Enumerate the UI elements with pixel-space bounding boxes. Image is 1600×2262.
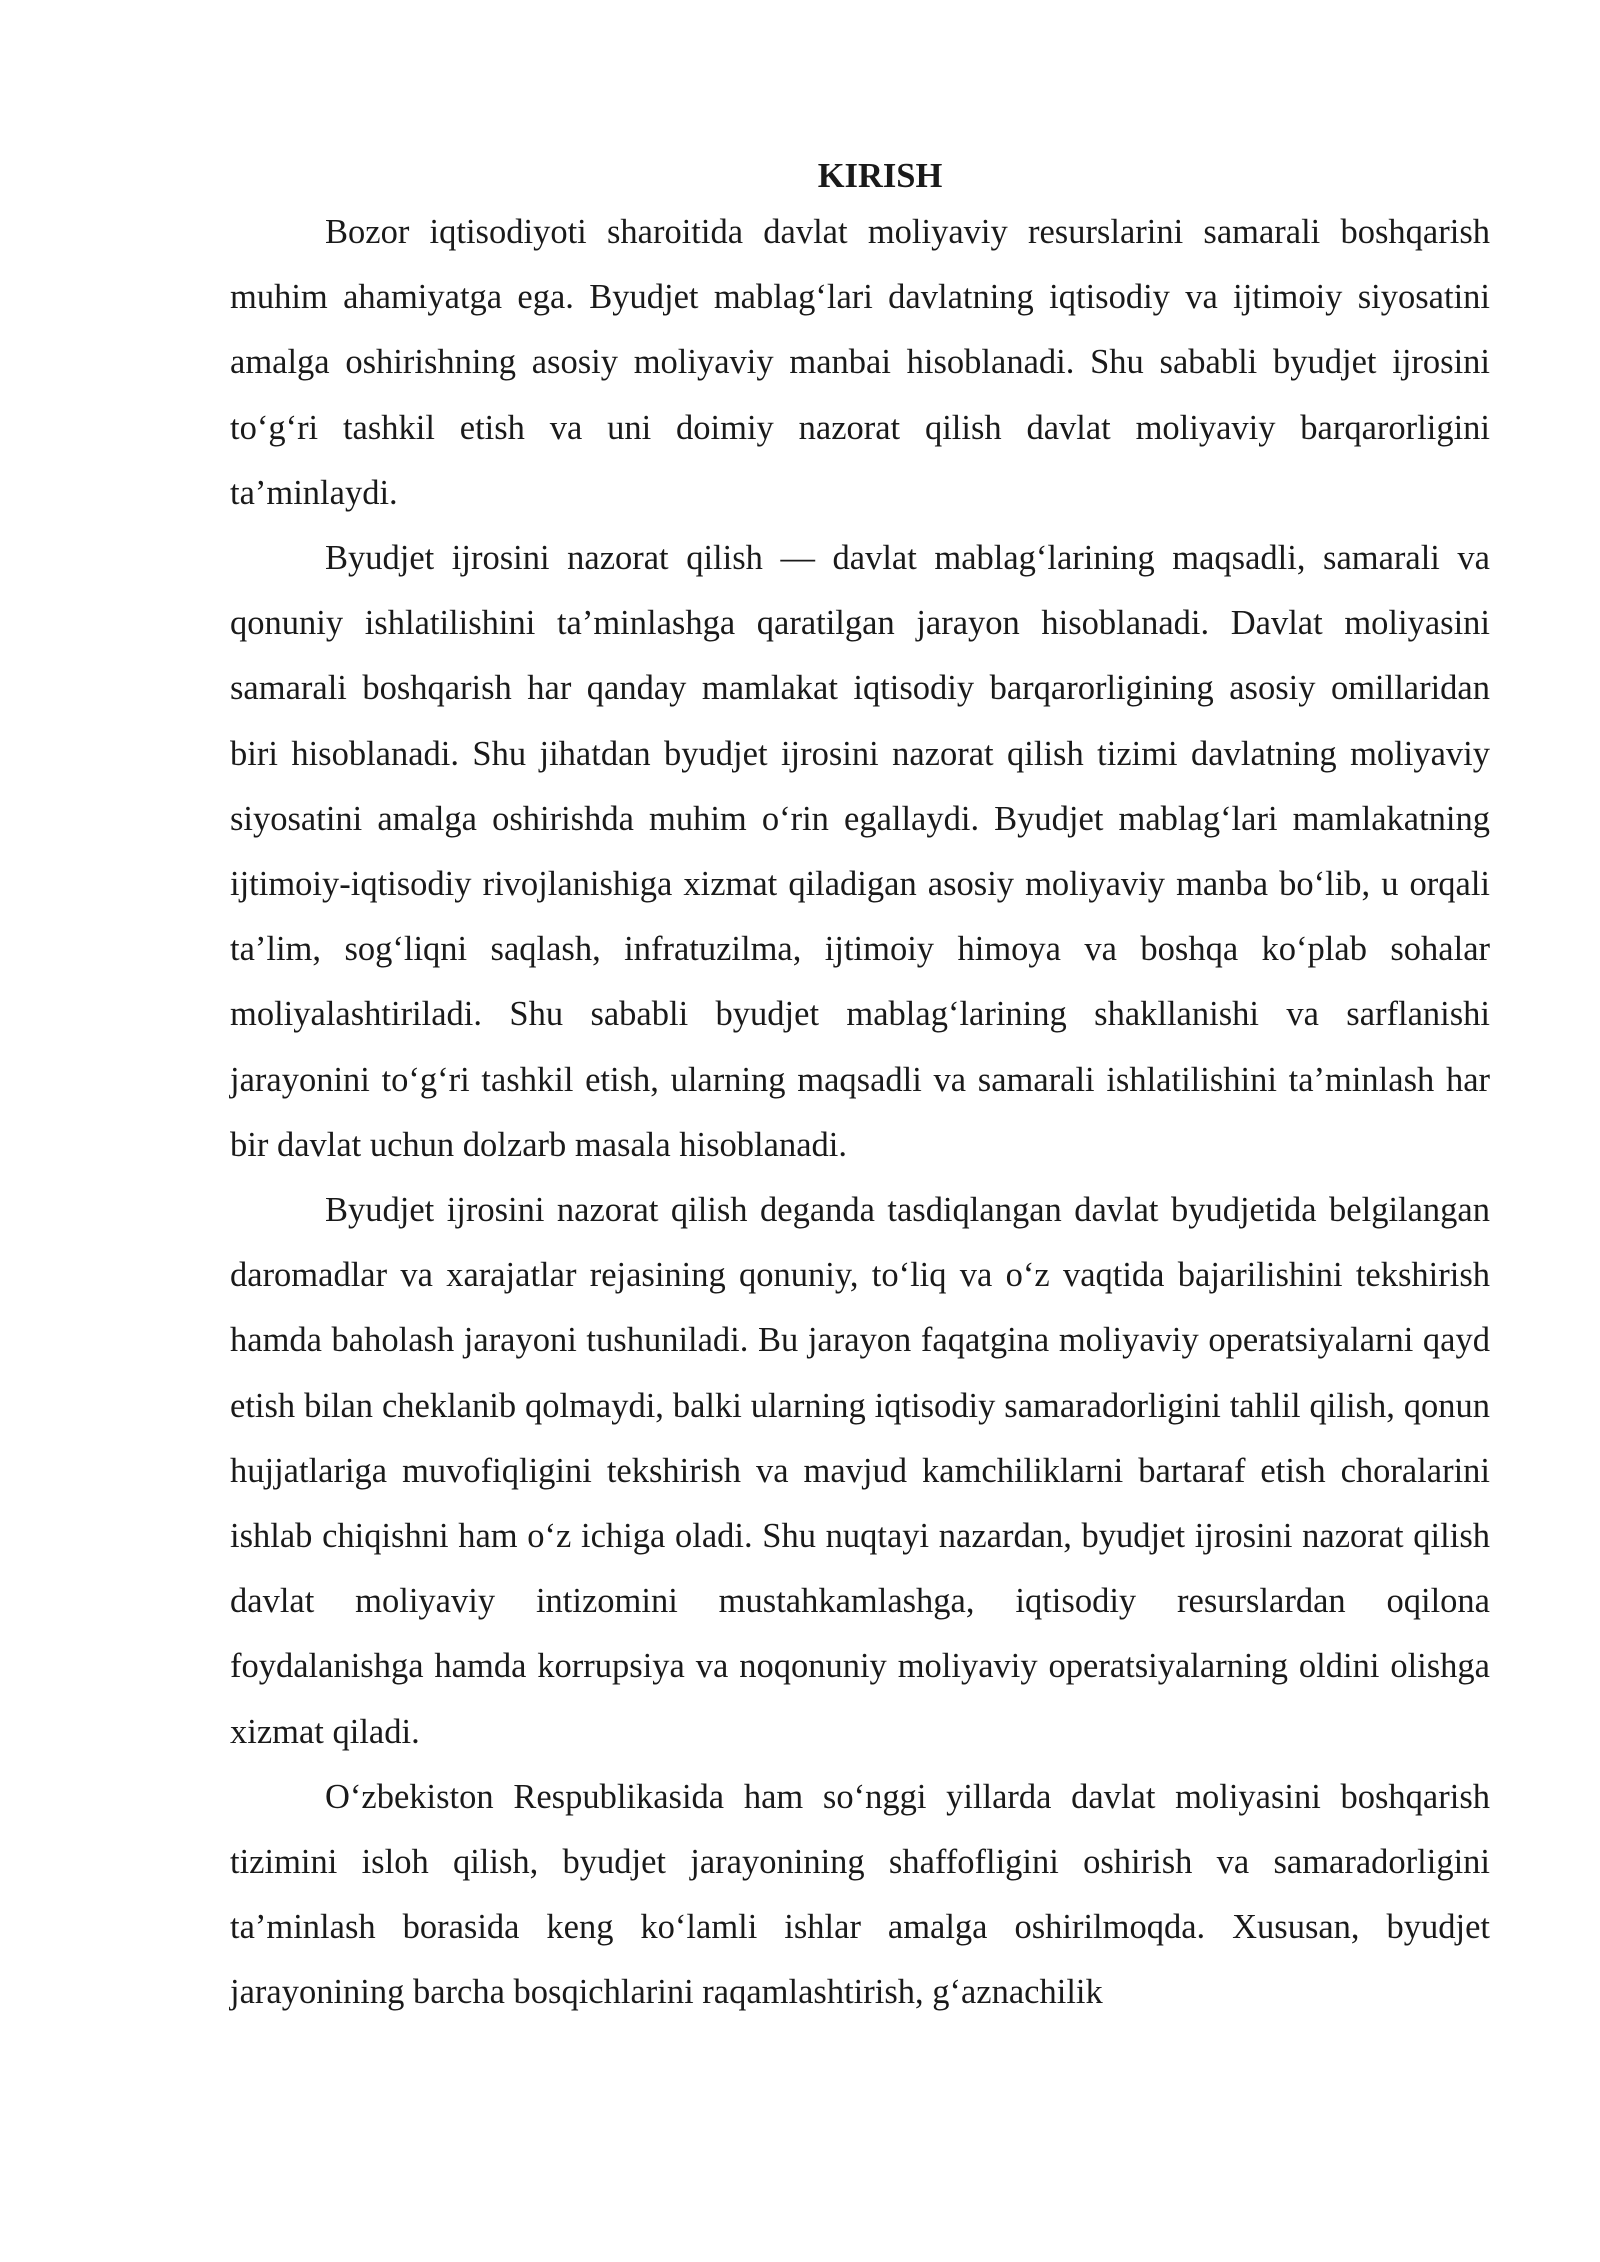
paragraph-2: Byudjet ijrosini nazorat qilish — davlat mablag‘larining maqsadli, samarali va qonuniy ishlatilishini ta’minlashga qaratilgan jarayon hisoblanadi. Davlat moliyasini samarali boshqarish har qanday mamlakat iqtisodiy barqarorligining asosiy omillaridan biri hisoblanadi. Shu jihatdan byudjet ijrosini nazorat qilish tizimi davlatning moliyaviy siyosatini amalga oshirishda muhim o‘rin egallaydi. Byudjet mablag‘lari mamlakatning ijtimoiy-iqtisodiy rivojlanishiga xizmat qiladigan asosiy moliyaviy manba bo‘lib, u orqali ta’lim, sog‘liqni saqlash, infratuzilma, ijtimoiy himoya va boshqa ko‘plab sohalar moliyalashtiriladi. Shu sababli byudjet mablag‘larining shakllanishi va sarflanishi jarayonini to‘g‘ri tashkil etish, ularning maqsadli va samarali ishlatilishini ta’minlash har bir davlat uchun dolzarb masala hisoblanadi. bbox=[230, 539, 1490, 1164]
document-body bbox=[230, 152, 1490, 2026]
section-heading: KIRISH bbox=[817, 157, 943, 195]
paragraph-3: Byudjet ijrosini nazorat qilish deganda tasdiqlangan davlat byudjetida belgilangan daromadlar va xarajatlar rejasining qonuniy, to‘liq va o‘z vaqtida bajarilishini tekshirish hamda baholash jarayoni tushuniladi. Bu jarayon faqatgina moliyaviy operatsiyalarni qayd etish bilan cheklanib qolmaydi, balki ularning iqtisodiy samaradorligini tahlil qilish, qonun hujjatlariga muvofiqligini tekshirish va mavjud kamchiliklarni bartaraf etish choralarini ishlab chiqishni ham o‘z ichiga oladi. Shu nuqtayi nazardan, byudjet ijrosini nazorat qilish davlat moliyaviy intizomini mustahkamlashga, iqtisodiy resurslardan oqilona foydalanishga hamda korrupsiya va noqonuniy moliyaviy operatsiyalarning oldini olishga xizmat qiladi. bbox=[230, 1191, 1490, 1751]
paragraph-1: Bozor iqtisodiyoti sharoitida davlat moliyaviy resurslarini samarali boshqarish muhim ahamiyatga ega. Byudjet mablag‘lari davlatning iqtisodiy va ijtimoiy siyosatini amalga oshirishning asosiy moliyaviy manbai hisoblanadi. Shu sababli byudjet ijrosini to‘g‘ri tashkil etish va uni doimiy nazorat qilish davlat moliyaviy barqarorligini ta’minlaydi. bbox=[230, 213, 1490, 512]
paragraph-4: O‘zbekiston Respublikasida ham so‘nggi yillarda davlat moliyasini boshqarish tizimini isloh qilish, byudjet jarayonining shaffofligini oshirish va samaradorligini ta’minlash borasida keng ko‘lamli ishlar amalga oshirilmoqda. Xususan, byudjet jarayonining barcha bosqichlarini raqamlashtirish, g‘aznachilik bbox=[230, 1777, 1490, 2012]
